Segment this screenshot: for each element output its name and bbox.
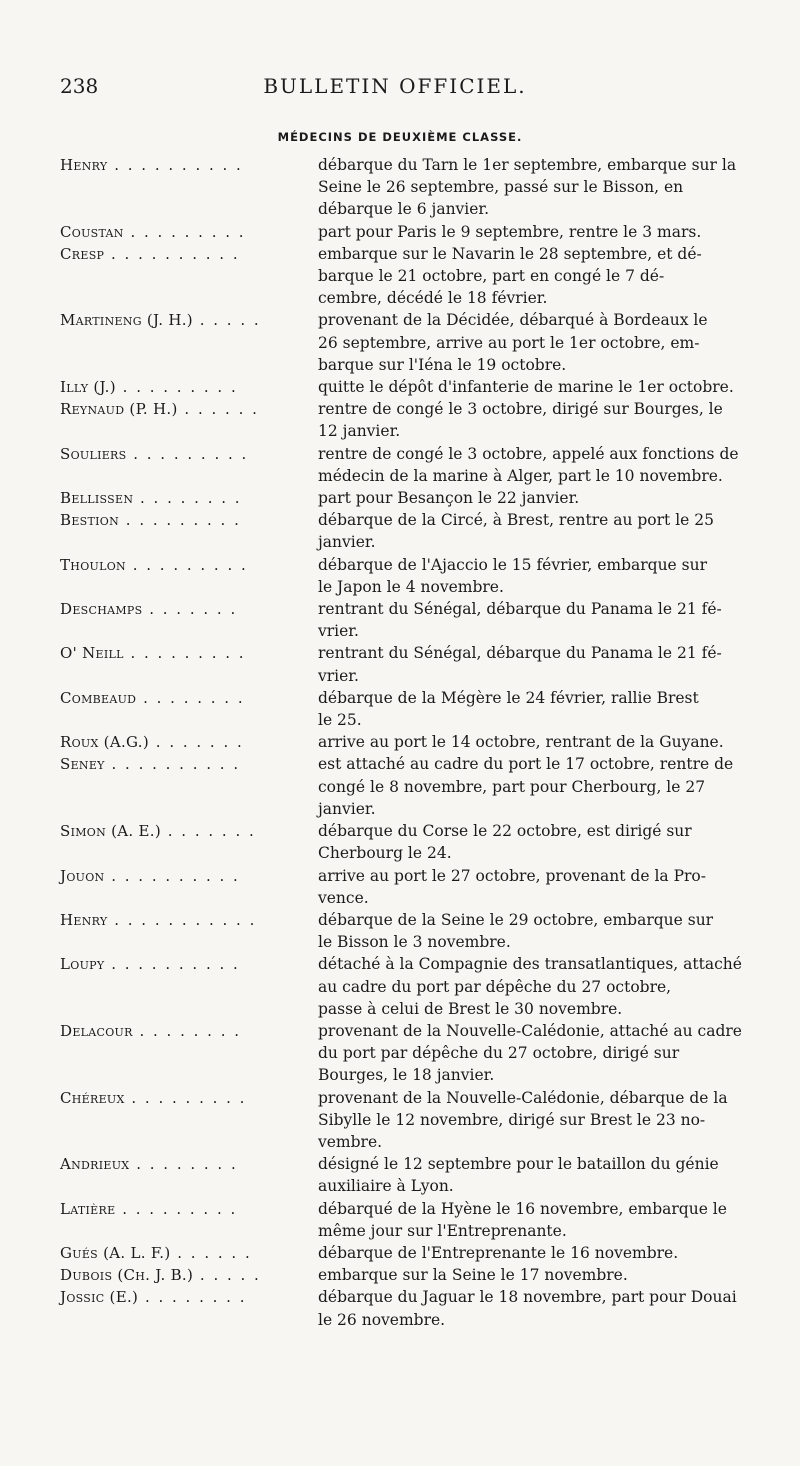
leader-dots: . . . . . . . . — [133, 489, 242, 508]
entry-name-cell — [0, 154, 318, 221]
entry-text-line: rentrant du Sénégal, débarque du Panama le 21 fé- — [318, 600, 722, 619]
entry-text-line: au cadre du port par dépêche du 27 octobre, — [318, 977, 672, 996]
leader-dots: . . . . . . . . . — [126, 444, 249, 463]
entry-name-cell — [0, 554, 318, 598]
entry-row — [0, 1242, 800, 1264]
entry-name: Gués (A. L. F.) — [60, 1243, 171, 1262]
entry-name-cell — [0, 1153, 318, 1197]
leader-dots: . . . . . . — [170, 1243, 252, 1262]
leader-dots: . . . . . . . . . — [123, 644, 246, 663]
entry-text — [318, 642, 760, 686]
leader-dots: . . . . . — [193, 1266, 261, 1285]
entry-name-cell — [0, 642, 318, 686]
entry-name-cell — [0, 598, 318, 642]
leader-dots: . . . . . . . . . — [123, 222, 246, 241]
entry-text-line: Cherbourg le 24. — [318, 844, 452, 863]
entry-text-line: débarque de l'Ajaccio le 15 février, embarque sur — [318, 555, 707, 574]
entry-text-line: débarque de la Seine le 29 octobre, embarque sur — [318, 910, 714, 929]
entry-name-cell — [0, 909, 318, 953]
entry-text — [318, 953, 760, 1020]
entry-name-cell — [0, 243, 318, 310]
entry-row — [0, 1153, 800, 1197]
entry-name-cell — [0, 865, 318, 909]
leader-dots: . . . . . — [192, 311, 261, 330]
entry-row — [0, 687, 800, 731]
section-heading: MÉDECINS DE DEUXIÈME CLASSE. — [277, 130, 523, 144]
entry-name: Reynaud (P. H.) — [60, 400, 178, 419]
entry-name-cell — [0, 398, 318, 442]
entry-name: Martineng (J. H.) — [60, 311, 193, 330]
entry-text-line: passe à celui de Brest le 30 novembre. — [318, 999, 623, 1018]
entry-text-line: le Bisson le 3 novembre. — [318, 933, 511, 952]
entry-name: Henry — [60, 156, 108, 174]
entry-text-line: rentre de congé le 3 octobre, appelé aux fonctions de — [318, 444, 739, 463]
entry-text — [318, 731, 760, 753]
entry-name-cell — [0, 1264, 318, 1286]
entry-text-line: arrive au port le 27 octobre, provenant de la Pro- — [318, 866, 706, 885]
entry-text-line: vembre. — [318, 1132, 383, 1151]
leader-dots: . . . . . . . . . — [115, 1199, 238, 1218]
entry-text-line: embarque sur la Seine le 17 novembre. — [318, 1266, 628, 1285]
leader-dots: . . . . . . . . — [132, 1021, 241, 1040]
entry-text-line: désigné le 12 septembre pour le bataillon du génie — [318, 1155, 719, 1174]
leader-dots: . . . . . . . . . — [115, 378, 238, 397]
entry-name-cell — [0, 1242, 318, 1264]
entry-text-line: Seine le 26 septembre, passé sur le Bisson, en — [318, 178, 684, 197]
entry-name-cell — [0, 1020, 318, 1087]
entry-name: Henry — [60, 910, 108, 929]
entry-name-cell — [0, 509, 318, 553]
entry-name-cell — [0, 221, 318, 243]
leader-dots: . . . . . . . . . . — [104, 866, 240, 885]
entry-row — [0, 865, 800, 909]
entry-row — [0, 554, 800, 598]
entry-name-cell — [0, 731, 318, 753]
entry-text-line: débarque du Corse le 22 octobre, est dirigé sur — [318, 822, 692, 841]
entry-row — [0, 731, 800, 753]
entry-name: Coustan — [60, 222, 124, 241]
leader-dots: . . . . . . . . . . — [104, 755, 241, 774]
entry-text — [318, 154, 760, 221]
entry-name: Bellissen — [60, 489, 134, 508]
entry-row — [0, 1264, 800, 1286]
entry-text — [318, 1153, 760, 1197]
entry-text-line: rentrant du Sénégal, débarque du Panama le 21 fé- — [318, 644, 722, 663]
leader-dots: . . . . . . . . . . . — [107, 910, 257, 929]
leader-dots: . . . . . . . . . . — [107, 156, 243, 174]
entry-text — [318, 1198, 760, 1242]
entry-name: Dubois (Ch. J. B.) — [60, 1266, 194, 1285]
entry-name-cell — [0, 687, 318, 731]
entry-name: Roux (A.G.) — [60, 733, 150, 752]
entry-text-line: quitte le dépôt d'infanterie de marine le 1er octobre. — [318, 378, 734, 397]
running-title: BULLETIN OFFICIEL. — [263, 74, 527, 98]
entry-text-line: le Japon le 4 novembre. — [318, 577, 504, 596]
leader-dots: . . . . . . . . . — [125, 555, 248, 574]
entry-row — [0, 154, 800, 221]
entry-name: Thoulon — [60, 555, 126, 574]
entry-text — [318, 221, 760, 243]
leader-dots: . . . . . . . . — [129, 1155, 238, 1174]
entries-list — [0, 154, 800, 1331]
entry-row — [0, 820, 800, 864]
entry-name: Combeaud — [60, 688, 137, 707]
entry-name: O' Neill — [60, 644, 124, 663]
entry-name-cell — [0, 1286, 318, 1330]
entry-name: Cresp — [60, 244, 105, 263]
leader-dots: . . . . . . . . — [138, 1288, 247, 1307]
entry-name-cell — [0, 1087, 318, 1154]
entry-text-line: vrier. — [318, 666, 359, 685]
entry-name: Chéreux — [60, 1088, 125, 1107]
entry-row — [0, 487, 800, 509]
entry-text-line: débarque de l'Entreprenante le 16 novembre. — [318, 1243, 679, 1262]
entry-name: Simon (A. E.) — [60, 822, 161, 841]
entry-text-line: 12 janvier. — [318, 422, 401, 441]
entry-row — [0, 1286, 800, 1330]
entry-text-line: même jour sur l'Entreprenante. — [318, 1221, 567, 1240]
entry-text — [318, 1242, 760, 1264]
entry-text — [318, 820, 760, 864]
leader-dots: . . . . . . . . . — [124, 1088, 247, 1107]
entry-row — [0, 443, 800, 487]
entry-text-line: embarque sur le Navarin le 28 septembre, et dé- — [318, 244, 702, 263]
entry-row — [0, 398, 800, 442]
entry-text — [318, 909, 760, 953]
entry-row — [0, 1020, 800, 1087]
entry-text-line: congé le 8 novembre, part pour Cherbourg, le 27 — [318, 777, 706, 796]
entry-text-line: arrive au port le 14 octobre, rentrant de la Guyane. — [318, 733, 724, 752]
entry-text-line: vrier. — [318, 622, 359, 641]
entry-text — [318, 753, 760, 820]
leader-dots: . . . . . . . . . — [119, 511, 241, 530]
entry-text — [318, 687, 760, 731]
entry-row — [0, 953, 800, 1020]
entry-row — [0, 642, 800, 686]
entry-text-line: barque sur l'Iéna le 19 octobre. — [318, 355, 567, 374]
entry-text-line: 26 septembre, arrive au port le 1er octobre, em- — [318, 333, 700, 352]
entry-name: Delacour — [60, 1021, 133, 1040]
page-number: 238 — [60, 74, 99, 98]
entry-text-line: barque le 21 octobre, part en congé le 7 dé- — [318, 267, 665, 286]
entry-text — [318, 487, 760, 509]
entry-row — [0, 221, 800, 243]
entry-text-line: débarque le 6 janvier. — [318, 200, 490, 219]
leader-dots: . . . . . . . — [161, 822, 256, 841]
entry-text — [318, 554, 760, 598]
entry-text-line: provenant de la Nouvelle-Calédonie, attaché au cadre — [318, 1021, 742, 1040]
entry-text — [318, 376, 760, 398]
entry-text-line: part pour Besançon le 22 janvier. — [318, 489, 580, 508]
entry-text-line: du port par dépêche du 27 octobre, dirigé sur — [318, 1044, 680, 1063]
entry-text-line: détaché à la Compagnie des transatlantiques, attaché — [318, 955, 742, 974]
entry-name: Illy (J.) — [60, 378, 116, 397]
entry-name-cell — [0, 820, 318, 864]
entry-text-line: rentre de congé le 3 octobre, dirigé sur Bourges, le — [318, 400, 723, 419]
entry-text-line: médecin de la marine à Alger, part le 10 novembre. — [318, 466, 723, 485]
entry-text — [318, 243, 760, 310]
entry-name: Souliers — [60, 444, 127, 463]
entry-text — [318, 1264, 760, 1286]
leader-dots: . . . . . . . — [142, 600, 238, 619]
entry-row — [0, 909, 800, 953]
entry-name: Bestion — [60, 511, 120, 530]
entry-text — [318, 309, 760, 376]
entry-text-line: vence. — [318, 888, 369, 907]
entry-text-line: débarqué de la Hyène le 16 novembre, embarque le — [318, 1199, 727, 1218]
entry-name-cell — [0, 1198, 318, 1242]
entry-text-line: Bourges, le 18 janvier. — [318, 1066, 495, 1085]
leader-dots: . . . . . . . . . . — [104, 955, 240, 974]
leader-dots: . . . . . . . . — [136, 688, 245, 707]
entry-row — [0, 1087, 800, 1154]
entry-text-line: débarque de la Circé, à Brest, rentre au port le 25 — [318, 511, 714, 530]
entry-name: Latière — [60, 1199, 116, 1218]
entry-text — [318, 443, 760, 487]
entry-text-line: provenant de la Décidée, débarqué à Bordeaux le — [318, 311, 708, 330]
page-header — [60, 74, 730, 104]
entry-text-line: le 26 novembre. — [318, 1310, 446, 1329]
entry-name: Jossic (E.) — [60, 1288, 139, 1307]
entry-text — [318, 1020, 760, 1087]
entry-name-cell — [0, 309, 318, 376]
entry-name-cell — [0, 753, 318, 820]
entry-text-line: est attaché au cadre du port le 17 octobre, rentre de — [318, 755, 734, 774]
entry-row — [0, 309, 800, 376]
entry-text-line: janvier. — [318, 799, 376, 818]
entry-name-cell — [0, 487, 318, 509]
entry-row — [0, 509, 800, 553]
entry-name: Seney — [60, 755, 105, 774]
entry-row — [0, 753, 800, 820]
entry-text — [318, 598, 760, 642]
entry-text — [318, 1087, 760, 1154]
entry-row — [0, 376, 800, 398]
entry-text-line: part pour Paris le 9 septembre, rentre le 3 mars. — [318, 222, 702, 241]
entry-name: Deschamps — [60, 600, 143, 619]
entry-text-line: cembre, décédé le 18 février. — [318, 289, 548, 308]
entry-text-line: auxiliaire à Lyon. — [318, 1177, 454, 1196]
entry-text — [318, 509, 760, 553]
leader-dots: . . . . . . . . . . — [104, 244, 240, 263]
entry-text-line: Sibylle le 12 novembre, dirigé sur Brest le 23 no- — [318, 1110, 706, 1129]
entry-name-cell — [0, 376, 318, 398]
entry-row — [0, 598, 800, 642]
entry-name-cell — [0, 443, 318, 487]
entry-name-cell — [0, 953, 318, 1020]
entry-text-line: débarque du Jaguar le 18 novembre, part pour Douai — [318, 1288, 737, 1307]
leader-dots: . . . . . . . — [149, 733, 244, 752]
entry-text-line: provenant de la Nouvelle-Calédonie, débarque de la — [318, 1088, 728, 1107]
entry-row — [0, 1198, 800, 1242]
entry-text — [318, 398, 760, 442]
leader-dots: . . . . . . — [177, 400, 259, 419]
entry-name: Loupy — [60, 955, 105, 974]
entry-text-line: janvier. — [318, 533, 376, 552]
entry-text — [318, 1286, 760, 1330]
entry-text-line: débarque de la Mégère le 24 février, rallie Brest — [318, 688, 699, 707]
entry-text-line: le 25. — [318, 711, 362, 730]
entry-row — [0, 243, 800, 310]
entry-text-line: débarque du Tarn le 1er septembre, embarque sur la — [318, 156, 737, 174]
entry-text — [318, 865, 760, 909]
entry-name: Andrieux — [60, 1155, 130, 1174]
entry-name: Jouon — [60, 866, 105, 885]
